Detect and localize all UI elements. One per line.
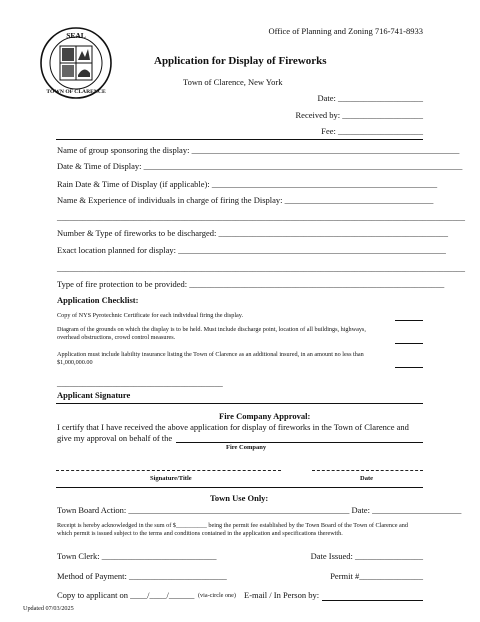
signature-title-line[interactable]: [56, 470, 281, 471]
via-note: (via-circle one): [198, 592, 236, 599]
signature-title-label: Signature/Title: [150, 475, 192, 482]
received-by-field[interactable]: Received by: ___________________: [295, 110, 423, 120]
fire-protection-field[interactable]: Type of fire protection to be provided: ____________________________________________________________: [57, 279, 445, 289]
location-field-continued[interactable]: ________________________________________________________________________________________________: [57, 263, 465, 273]
location-field[interactable]: Exact location planned for display: _______________________________________________________________: [57, 245, 446, 255]
divider: [56, 487, 423, 488]
email-in-person-line[interactable]: [322, 600, 423, 601]
town-name: Town of Clarence, New York: [183, 77, 283, 87]
page-title: Application for Display of Fireworks: [154, 55, 327, 67]
method-payment-field[interactable]: Method of Payment: _______________________: [57, 571, 227, 581]
town-use-heading: Town Use Only:: [210, 493, 269, 503]
checklist-checkbox[interactable]: [395, 320, 423, 321]
town-board-action-field[interactable]: Town Board Action: ____________________________________________________ Date: _____________________: [57, 505, 462, 515]
checklist-item: Application must include liability insurance listing the Town of Clarence as an additional insured, in an amount no less than $1,000,000.00: [57, 351, 364, 366]
email-in-person-label[interactable]: E-mail / In Person by:: [244, 590, 320, 600]
date-time-field[interactable]: Date & Time of Display: ___________________________________________________________________________: [57, 161, 463, 171]
receipt-text: Receipt is hereby acknowledged in the sum of $__________ being the permit fee established by the Town Board of the Town of Clarence and which permit is issued subject to the terms and conditions contained in the application and specifications therewith.: [57, 522, 408, 537]
checklist-item: Diagram of the grounds on which the display is to be held. Must include discharge point, location of all buildings, highways, overhead obstructions, crowd control measures.: [57, 326, 366, 341]
checklist-heading: Application Checklist:: [57, 295, 139, 305]
applicant-signature-line[interactable]: _______________________________________: [57, 378, 223, 388]
date-field[interactable]: Date: ____________________: [317, 93, 423, 103]
fire-company-heading: Fire Company Approval:: [219, 411, 311, 421]
group-name-field[interactable]: Name of group sponsoring the display: _______________________________________________________________: [57, 145, 460, 155]
divider: [56, 139, 423, 140]
town-seal-logo: [40, 27, 112, 99]
svg-text:TOWN OF CLARENCE: TOWN OF CLARENCE: [46, 89, 106, 95]
divider: [56, 403, 423, 404]
rain-date-field[interactable]: Rain Date & Time of Display (if applicable): _____________________________________________________: [57, 179, 438, 189]
fire-company-name-line[interactable]: [176, 442, 423, 443]
number-type-field[interactable]: Number & Type of fireworks to be discharged: ______________________________________________________: [57, 228, 448, 238]
fire-company-label: Fire Company: [226, 444, 267, 451]
fee-field[interactable]: Fee: ____________________: [321, 126, 423, 136]
checklist-item: Copy of NYS Pyrotechnic Certificate for each individual firing the display.: [57, 312, 244, 319]
experience-field-continued[interactable]: ________________________________________________________________________________________________: [57, 212, 465, 222]
fire-company-date-line[interactable]: [312, 470, 423, 471]
experience-field[interactable]: Name & Experience of individuals in charge of firing the Display: ___________________________________: [57, 195, 434, 205]
svg-text:SEAL: SEAL: [66, 31, 86, 40]
town-clerk-field[interactable]: Town Clerk: ___________________________: [57, 551, 217, 561]
checklist-checkbox[interactable]: [395, 367, 423, 368]
fire-company-certify-text: I certify that I have received the above application for display of fireworks in the Town of Clarence and give my approval on behalf of the: [57, 422, 409, 443]
date-label: Date: [360, 475, 373, 482]
office-contact: Office of Planning and Zoning 716-741-8933: [268, 26, 423, 36]
copy-to-applicant-field[interactable]: Copy to applicant on ____/____/______: [57, 590, 195, 600]
updated-date: Updated 07/03/2025: [23, 605, 74, 612]
permit-number-field[interactable]: Permit #_______________: [330, 571, 423, 581]
date-issued-field[interactable]: Date Issued: ________________: [310, 551, 423, 561]
checklist-checkbox[interactable]: [395, 343, 423, 344]
applicant-signature-label: Applicant Signature: [57, 390, 131, 400]
